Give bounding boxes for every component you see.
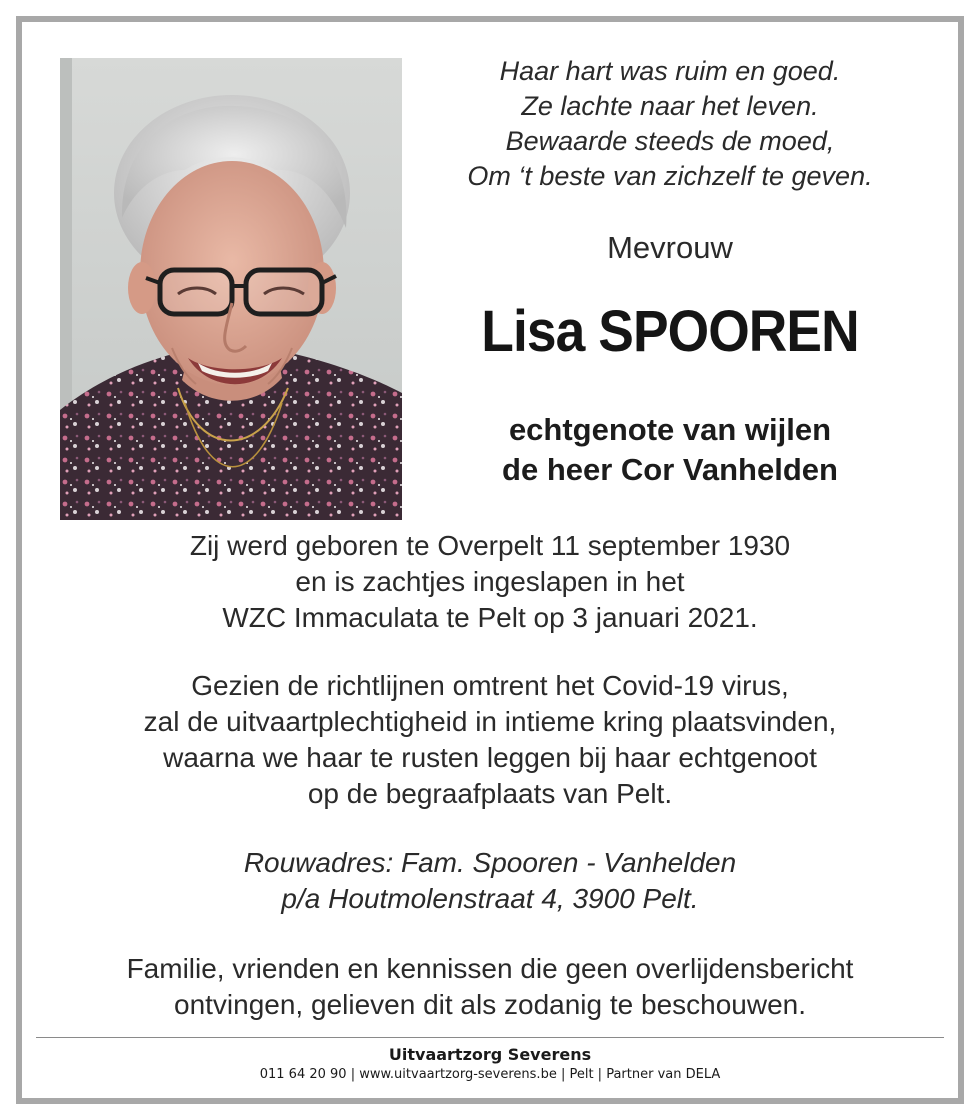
mourning-address — [40, 845, 940, 917]
poem-line: Om ‘t beste van zichzelf te geven. — [467, 161, 873, 191]
portrait-illustration — [60, 58, 402, 520]
notice-paragraph — [40, 951, 940, 1023]
notice-line: ontvingen, gelieven dit als zodanig te beschouwen. — [174, 989, 806, 1020]
spouse-info — [420, 410, 920, 490]
salutation: Mevrouw — [607, 230, 733, 265]
poem — [420, 54, 920, 194]
address-line: Rouwadres: Fam. Spooren - Vanhelden — [243, 847, 737, 878]
notice-line: Familie, vrienden en kennissen die geen overlijdensbericht — [126, 953, 854, 984]
address-line: p/a Houtmolenstraat 4, 3900 Pelt. — [281, 883, 699, 914]
ceremony-line: Gezien de richtlijnen omtrent het Covid-19 virus, — [191, 670, 789, 701]
birth-death-paragraph — [40, 528, 940, 636]
poem-line: Bewaarde steeds de moed, — [505, 126, 835, 156]
ceremony-line: zal de uitvaartplechtigheid in intieme kring plaatsvinden, — [143, 706, 837, 737]
poem-line: Haar hart was ruim en goed. — [499, 56, 841, 86]
spouse-line: echtgenote van wijlen — [508, 412, 832, 447]
birth-death-line: WZC Immaculata te Pelt op 3 januari 2021. — [222, 602, 758, 633]
birth-death-line: Zij werd geboren te Overpelt 11 september 1930 — [189, 530, 791, 561]
deceased-name: Lisa SPOOREN — [481, 299, 859, 364]
spouse-line: de heer Cor Vanhelden — [502, 452, 838, 487]
funeral-company-name: Uitvaartzorg Severens — [388, 1045, 592, 1064]
funeral-company-contact: 011 64 20 90 | www.uitvaartzorg-severens.be | Pelt | Partner van DELA — [259, 1067, 721, 1082]
portrait-photo — [60, 58, 402, 520]
poem-line: Ze lachte naar het leven. — [521, 91, 819, 121]
ceremony-line: op de begraafplaats van Pelt. — [307, 778, 673, 809]
ceremony-paragraph — [40, 668, 940, 812]
footer-divider — [36, 1037, 944, 1038]
ceremony-line: waarna we haar te rusten leggen bij haar echtgenoot — [163, 742, 817, 773]
birth-death-line: en is zachtjes ingeslapen in het — [295, 566, 685, 597]
